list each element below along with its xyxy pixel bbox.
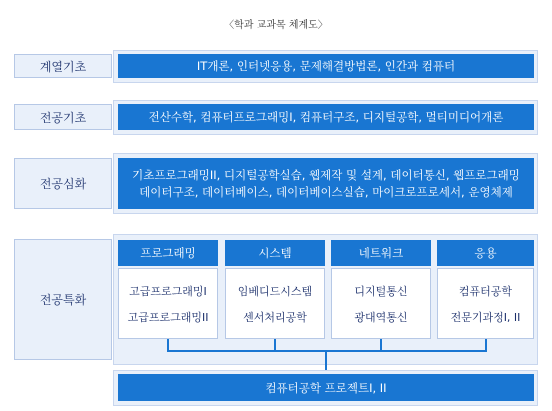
track-head-application: 응용: [437, 240, 534, 266]
track-body-application: [437, 268, 534, 339]
track-head-system: 시스템: [225, 240, 325, 266]
track-item: 광대역통신: [354, 310, 408, 324]
track-item: 센서처리공학: [243, 310, 307, 324]
bar-final-project: 컴퓨터공학 프로젝트I, II: [118, 374, 534, 401]
track-head-programming: 프로그래밍: [118, 240, 218, 266]
track-item: 고급프로그래밍II: [127, 310, 209, 324]
track-item: 임베디드시스템: [237, 284, 313, 298]
bar-major-advanced-line-1: 기초프로그래밍II, 디지털공학실습, 웹제작 및 설계, 데이터통신, 웹프로그래밍: [132, 167, 520, 182]
track-item: 디지털통신: [354, 284, 408, 298]
level-label-2: 전공기초: [14, 104, 112, 130]
track-body-system: [225, 268, 325, 339]
track-item: 고급프로그래밍I: [129, 284, 207, 298]
connector-horizontal: [167, 350, 487, 352]
diagram-title: 〈학과 교과목 체계도〉: [224, 20, 328, 31]
bar-major-basics: 전산수학, 컴퓨터프로그래밍I, 컴퓨터구조, 디지털공학, 멀티미디어개론: [118, 104, 534, 130]
track-head-network: 네트워크: [331, 240, 431, 266]
track-body-programming: [118, 268, 218, 339]
bar-major-advanced: [118, 158, 534, 209]
bar-major-advanced-line-2: 데이터구조, 데이터베이스, 데이터베이스실습, 마이크로프로세서, 운영체제: [139, 184, 513, 199]
level-label-1: 계열기초: [14, 54, 112, 78]
bar-general-basics: IT개론, 인터넷응용, 문제해결방법론, 인간과 컴퓨터: [118, 54, 534, 78]
level-label-4: 전공특화: [14, 239, 112, 360]
track-body-network: [331, 268, 431, 339]
level-label-3: 전공심화: [14, 158, 112, 209]
track-item: 전문기과정I, II: [450, 310, 521, 324]
track-item: 컴퓨터공학: [458, 284, 513, 298]
